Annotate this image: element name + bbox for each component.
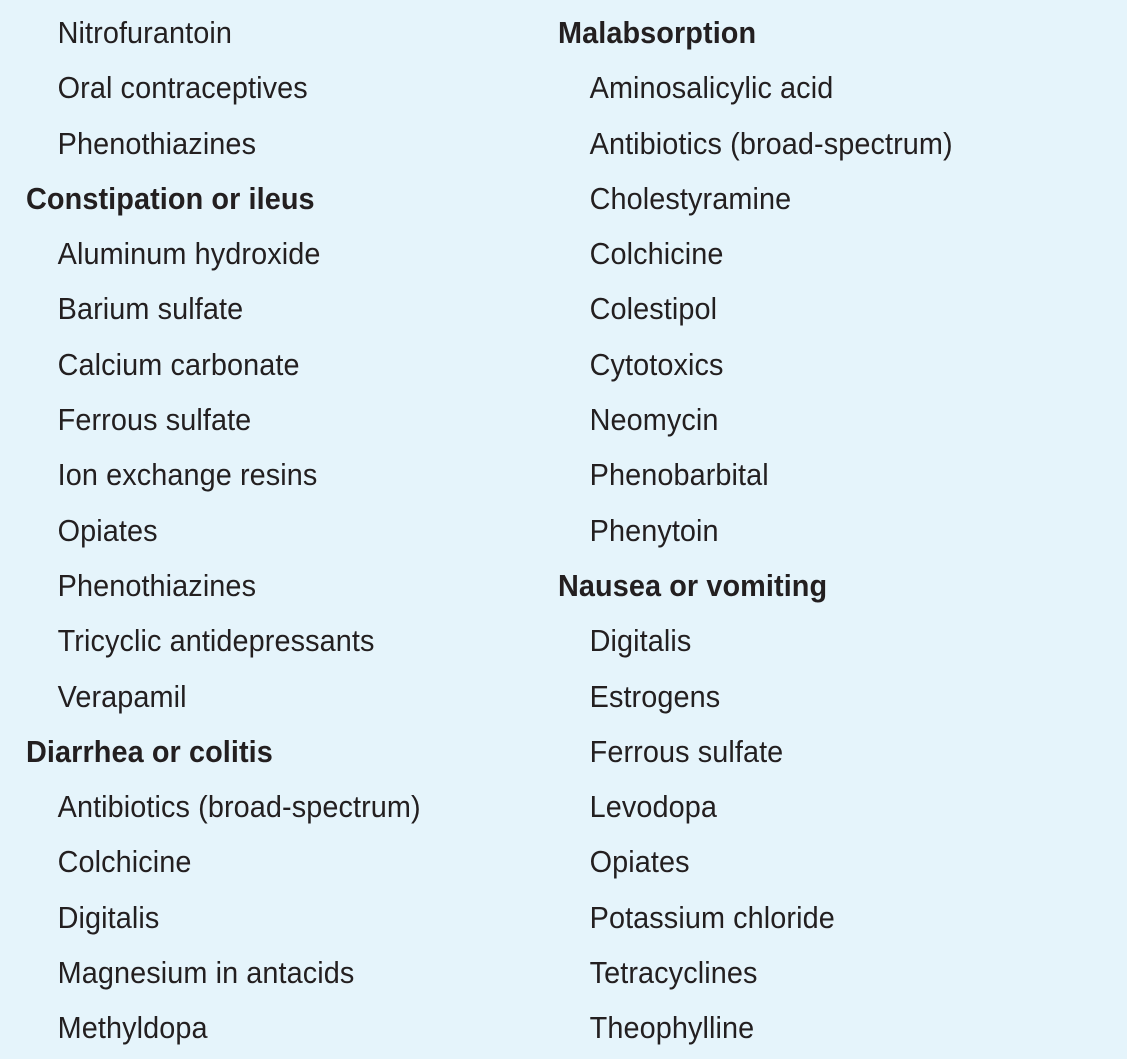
drug-list-item: Phenothiazines bbox=[57, 567, 257, 603]
drug-list-item: Cytotoxics bbox=[589, 346, 724, 382]
right-column bbox=[558, 5, 1098, 1056]
drug-list-item: Levodopa bbox=[589, 789, 718, 825]
drug-list-item: Neomycin bbox=[589, 402, 719, 438]
drug-list-item: Theophylline bbox=[589, 1010, 755, 1046]
drug-list-item: Antibiotics (broad-spectrum) bbox=[589, 125, 953, 161]
drug-list-item: Ferrous sulfate bbox=[57, 402, 252, 438]
drug-list-item: Digitalis bbox=[589, 623, 692, 659]
drug-list-item: Barium sulfate bbox=[57, 291, 244, 327]
drug-list-item: Colestipol bbox=[589, 291, 718, 327]
left-column bbox=[26, 5, 566, 1056]
drug-list-item: Antibiotics (broad-spectrum) bbox=[57, 789, 421, 825]
drug-list-item: Digitalis bbox=[57, 899, 160, 935]
drug-list-item: Potassium chloride bbox=[589, 899, 835, 935]
section-heading: Diarrhea or colitis bbox=[26, 733, 273, 769]
drug-list-item: Nitrofurantoin bbox=[57, 15, 232, 50]
drug-list-item: Calcium carbonate bbox=[57, 346, 300, 382]
drug-list-item: Estrogens bbox=[589, 678, 721, 714]
drug-list-item: Tricyclic antidepressants bbox=[57, 623, 375, 659]
drug-list-item: Ion exchange resins bbox=[57, 457, 318, 493]
section-heading: Nausea or vomiting bbox=[558, 567, 828, 603]
drug-list-item: Aluminum hydroxide bbox=[57, 236, 321, 272]
drug-list-item: Colchicine bbox=[589, 236, 724, 272]
section-heading: Malabsorption bbox=[558, 15, 757, 50]
drug-list-item: Phenothiazines bbox=[57, 125, 257, 161]
drug-list-item: Phenobarbital bbox=[589, 457, 769, 493]
drug-list-item: Tetracyclines bbox=[589, 955, 758, 991]
drug-list-item: Opiates bbox=[589, 844, 690, 880]
drug-list-item: Oral contraceptives bbox=[57, 70, 308, 106]
drug-list-item: Cholestyramine bbox=[589, 180, 792, 216]
drug-list-item: Ferrous sulfate bbox=[589, 733, 784, 769]
drug-list-item: Verapamil bbox=[57, 678, 187, 714]
drug-list-item: Methyldopa bbox=[57, 1010, 208, 1046]
drug-list-item: Opiates bbox=[57, 512, 158, 548]
section-heading: Constipation or ileus bbox=[26, 180, 315, 216]
drug-list-item: Colchicine bbox=[57, 844, 192, 880]
drug-list-item: Phenytoin bbox=[589, 512, 719, 548]
drug-list-item: Aminosalicylic acid bbox=[589, 70, 834, 106]
drug-list-item: Magnesium in antacids bbox=[57, 955, 355, 991]
